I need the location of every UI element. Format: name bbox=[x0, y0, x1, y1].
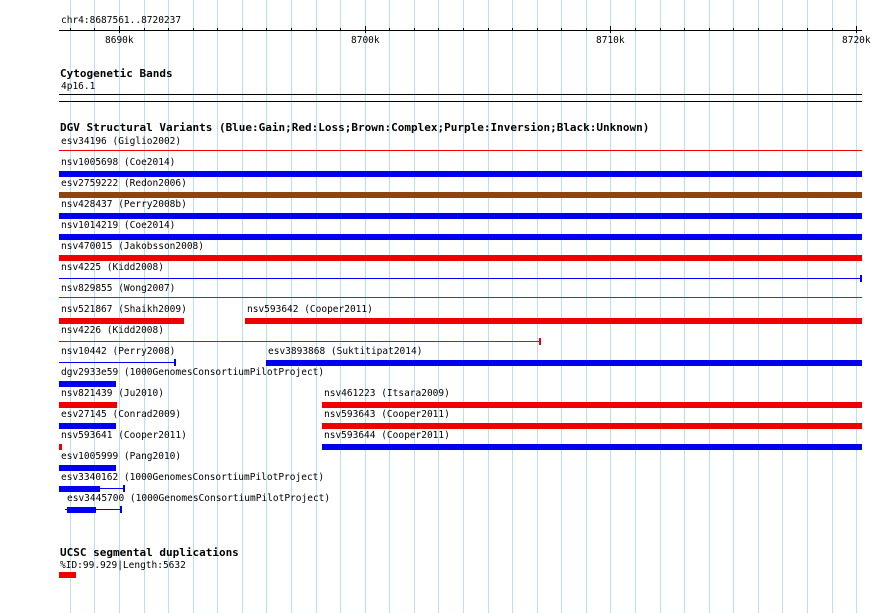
grid-line bbox=[684, 0, 685, 613]
ruler-minor-tick bbox=[807, 28, 808, 31]
grid-line bbox=[193, 0, 194, 613]
ruler-minor-tick bbox=[782, 28, 783, 31]
variant-bar[interactable] bbox=[59, 402, 117, 408]
ruler-major-tick bbox=[610, 26, 611, 33]
variant-label[interactable]: nsv593643 (Cooper2011) bbox=[324, 409, 450, 420]
variant-bar[interactable] bbox=[59, 171, 862, 177]
segdup-track-title[interactable]: UCSC segmental duplications bbox=[60, 546, 239, 559]
variant-bar[interactable] bbox=[59, 318, 184, 324]
variant-label[interactable]: nsv470015 (Jakobsson2008) bbox=[61, 241, 204, 252]
variant-bar[interactable] bbox=[322, 423, 862, 429]
ruler-minor-tick bbox=[832, 28, 833, 31]
ruler-minor-tick bbox=[660, 28, 661, 31]
variant-label[interactable]: nsv461223 (Itsara2009) bbox=[324, 388, 450, 399]
ruler-minor-tick bbox=[537, 28, 538, 31]
variant-line[interactable] bbox=[59, 362, 175, 363]
variant-bar[interactable] bbox=[59, 213, 862, 219]
grid-line bbox=[414, 0, 415, 613]
grid-line bbox=[782, 0, 783, 613]
cytoband-label: 4p16.1 bbox=[61, 81, 96, 92]
ruler-minor-tick bbox=[635, 28, 636, 31]
variant-label[interactable]: nsv521867 (Shaikh2009) bbox=[61, 304, 187, 315]
variant-label[interactable]: nsv4226 (Kidd2008) bbox=[61, 325, 164, 336]
ruler-minor-tick bbox=[512, 28, 513, 31]
variant-label[interactable]: nsv10442 (Perry2008) bbox=[61, 346, 176, 357]
variant-end-cap bbox=[860, 275, 862, 282]
ruler-major-tick bbox=[856, 26, 857, 33]
variant-label[interactable]: esv2759222 (Redon2006) bbox=[61, 178, 187, 189]
ruler-minor-tick bbox=[316, 28, 317, 31]
grid-line bbox=[856, 0, 857, 613]
ruler-minor-tick bbox=[414, 28, 415, 31]
variant-label[interactable]: nsv593642 (Cooper2011) bbox=[247, 304, 373, 315]
grid-line bbox=[610, 0, 611, 613]
ruler-tick-label: 8710k bbox=[596, 35, 625, 46]
grid-line bbox=[389, 0, 390, 613]
ruler-tick-label: 8690k bbox=[105, 35, 134, 46]
ruler-minor-tick bbox=[168, 28, 169, 31]
ruler-minor-tick bbox=[733, 28, 734, 31]
variant-line[interactable] bbox=[59, 297, 862, 298]
variant-label[interactable]: esv27145 (Conrad2009) bbox=[61, 409, 182, 420]
grid-line bbox=[758, 0, 759, 613]
variant-label[interactable]: esv3445700 (1000GenomesConsortiumPilotProject) bbox=[67, 493, 331, 504]
ruler-minor-tick bbox=[266, 28, 267, 31]
grid-line bbox=[586, 0, 587, 613]
grid-line bbox=[807, 0, 808, 613]
ruler-axis bbox=[59, 30, 862, 31]
ruler-tick-label: 8700k bbox=[351, 35, 380, 46]
variant-end-cap bbox=[123, 485, 125, 492]
variant-bar[interactable] bbox=[59, 381, 116, 387]
ruler-minor-tick bbox=[684, 28, 685, 31]
cytoband-top-border bbox=[59, 94, 862, 95]
grid-line bbox=[660, 0, 661, 613]
grid-line bbox=[242, 0, 243, 613]
dgv-track-title[interactable]: DGV Structural Variants (Blue:Gain;Red:Loss;Brown:Complex;Purple:Inversion;Black:Unknown) bbox=[60, 121, 650, 134]
variant-line[interactable] bbox=[59, 341, 540, 342]
grid-line bbox=[217, 0, 218, 613]
variant-bar[interactable] bbox=[59, 486, 100, 492]
ruler-minor-tick bbox=[709, 28, 710, 31]
variant-line[interactable] bbox=[59, 278, 861, 279]
variant-end-cap bbox=[120, 506, 122, 513]
variant-bar[interactable] bbox=[245, 318, 862, 324]
coordinate-range-label: chr4:8687561..8720237 bbox=[61, 15, 182, 26]
ruler-minor-tick bbox=[94, 28, 95, 31]
grid-line bbox=[561, 0, 562, 613]
grid-line bbox=[488, 0, 489, 613]
variant-label[interactable]: nsv428437 (Perry2008b) bbox=[61, 199, 187, 210]
grid-line bbox=[537, 0, 538, 613]
grid-line bbox=[512, 0, 513, 613]
variant-label[interactable]: nsv1014219 (Coe2014) bbox=[61, 220, 176, 231]
ruler-minor-tick bbox=[193, 28, 194, 31]
ruler-minor-tick bbox=[144, 28, 145, 31]
variant-bar[interactable] bbox=[322, 444, 862, 450]
variant-label[interactable]: esv3893868 (Suktitipat2014) bbox=[268, 346, 423, 357]
variant-end-cap bbox=[539, 338, 541, 345]
variant-line[interactable] bbox=[100, 488, 124, 489]
cytoband-track-title[interactable]: Cytogenetic Bands bbox=[60, 67, 173, 80]
variant-bar[interactable] bbox=[59, 465, 116, 471]
ruler-minor-tick bbox=[586, 28, 587, 31]
ruler-minor-tick bbox=[291, 28, 292, 31]
variant-label[interactable]: esv34196 (Giglio2002) bbox=[61, 136, 182, 147]
variant-bar[interactable] bbox=[322, 402, 862, 408]
grid-line bbox=[463, 0, 464, 613]
variant-label[interactable]: nsv1005698 (Coe2014) bbox=[61, 157, 176, 168]
grid-line bbox=[635, 0, 636, 613]
variant-bar[interactable] bbox=[266, 360, 862, 366]
variant-bar[interactable] bbox=[59, 444, 62, 450]
grid-line bbox=[733, 0, 734, 613]
variant-bar[interactable] bbox=[59, 423, 116, 429]
variant-bar[interactable] bbox=[59, 255, 862, 261]
ruler-minor-tick bbox=[488, 28, 489, 31]
ruler-minor-tick bbox=[758, 28, 759, 31]
variant-bar[interactable] bbox=[59, 192, 862, 198]
ruler-minor-tick bbox=[340, 28, 341, 31]
ruler-minor-tick bbox=[463, 28, 464, 31]
grid-line bbox=[709, 0, 710, 613]
ruler-minor-tick bbox=[70, 28, 71, 31]
cytoband-bottom-border bbox=[59, 101, 862, 102]
grid-line bbox=[438, 0, 439, 613]
variant-label[interactable]: dgv2933e59 (1000GenomesConsortiumPilotProject) bbox=[61, 367, 325, 378]
variant-bar[interactable] bbox=[67, 507, 96, 513]
segdup-label[interactable]: %ID:99.929|Length:5632 bbox=[60, 560, 186, 571]
ruler-minor-tick bbox=[438, 28, 439, 31]
variant-label[interactable]: nsv821439 (Ju2010) bbox=[61, 388, 164, 399]
variant-bar[interactable] bbox=[59, 234, 862, 240]
variant-label[interactable]: nsv4225 (Kidd2008) bbox=[61, 262, 164, 273]
variant-label[interactable]: esv1005999 (Pang2010) bbox=[61, 451, 182, 462]
ruler-major-tick bbox=[365, 26, 366, 33]
variant-label[interactable]: nsv593641 (Cooper2011) bbox=[61, 430, 187, 441]
variant-line[interactable] bbox=[59, 150, 862, 151]
variant-label[interactable]: nsv593644 (Cooper2011) bbox=[324, 430, 450, 441]
ruler-minor-tick bbox=[217, 28, 218, 31]
ruler-minor-tick bbox=[242, 28, 243, 31]
ruler-major-tick bbox=[119, 26, 120, 33]
segdup-bar[interactable] bbox=[59, 572, 76, 578]
variant-label[interactable]: esv3340162 (1000GenomesConsortiumPilotProject) bbox=[61, 472, 325, 483]
ruler-minor-tick bbox=[561, 28, 562, 31]
variant-label[interactable]: nsv829855 (Wong2007) bbox=[61, 283, 176, 294]
grid-line bbox=[832, 0, 833, 613]
ruler-tick-label: 8720k bbox=[842, 35, 871, 46]
ruler-minor-tick bbox=[389, 28, 390, 31]
variant-end-cap bbox=[174, 359, 176, 366]
